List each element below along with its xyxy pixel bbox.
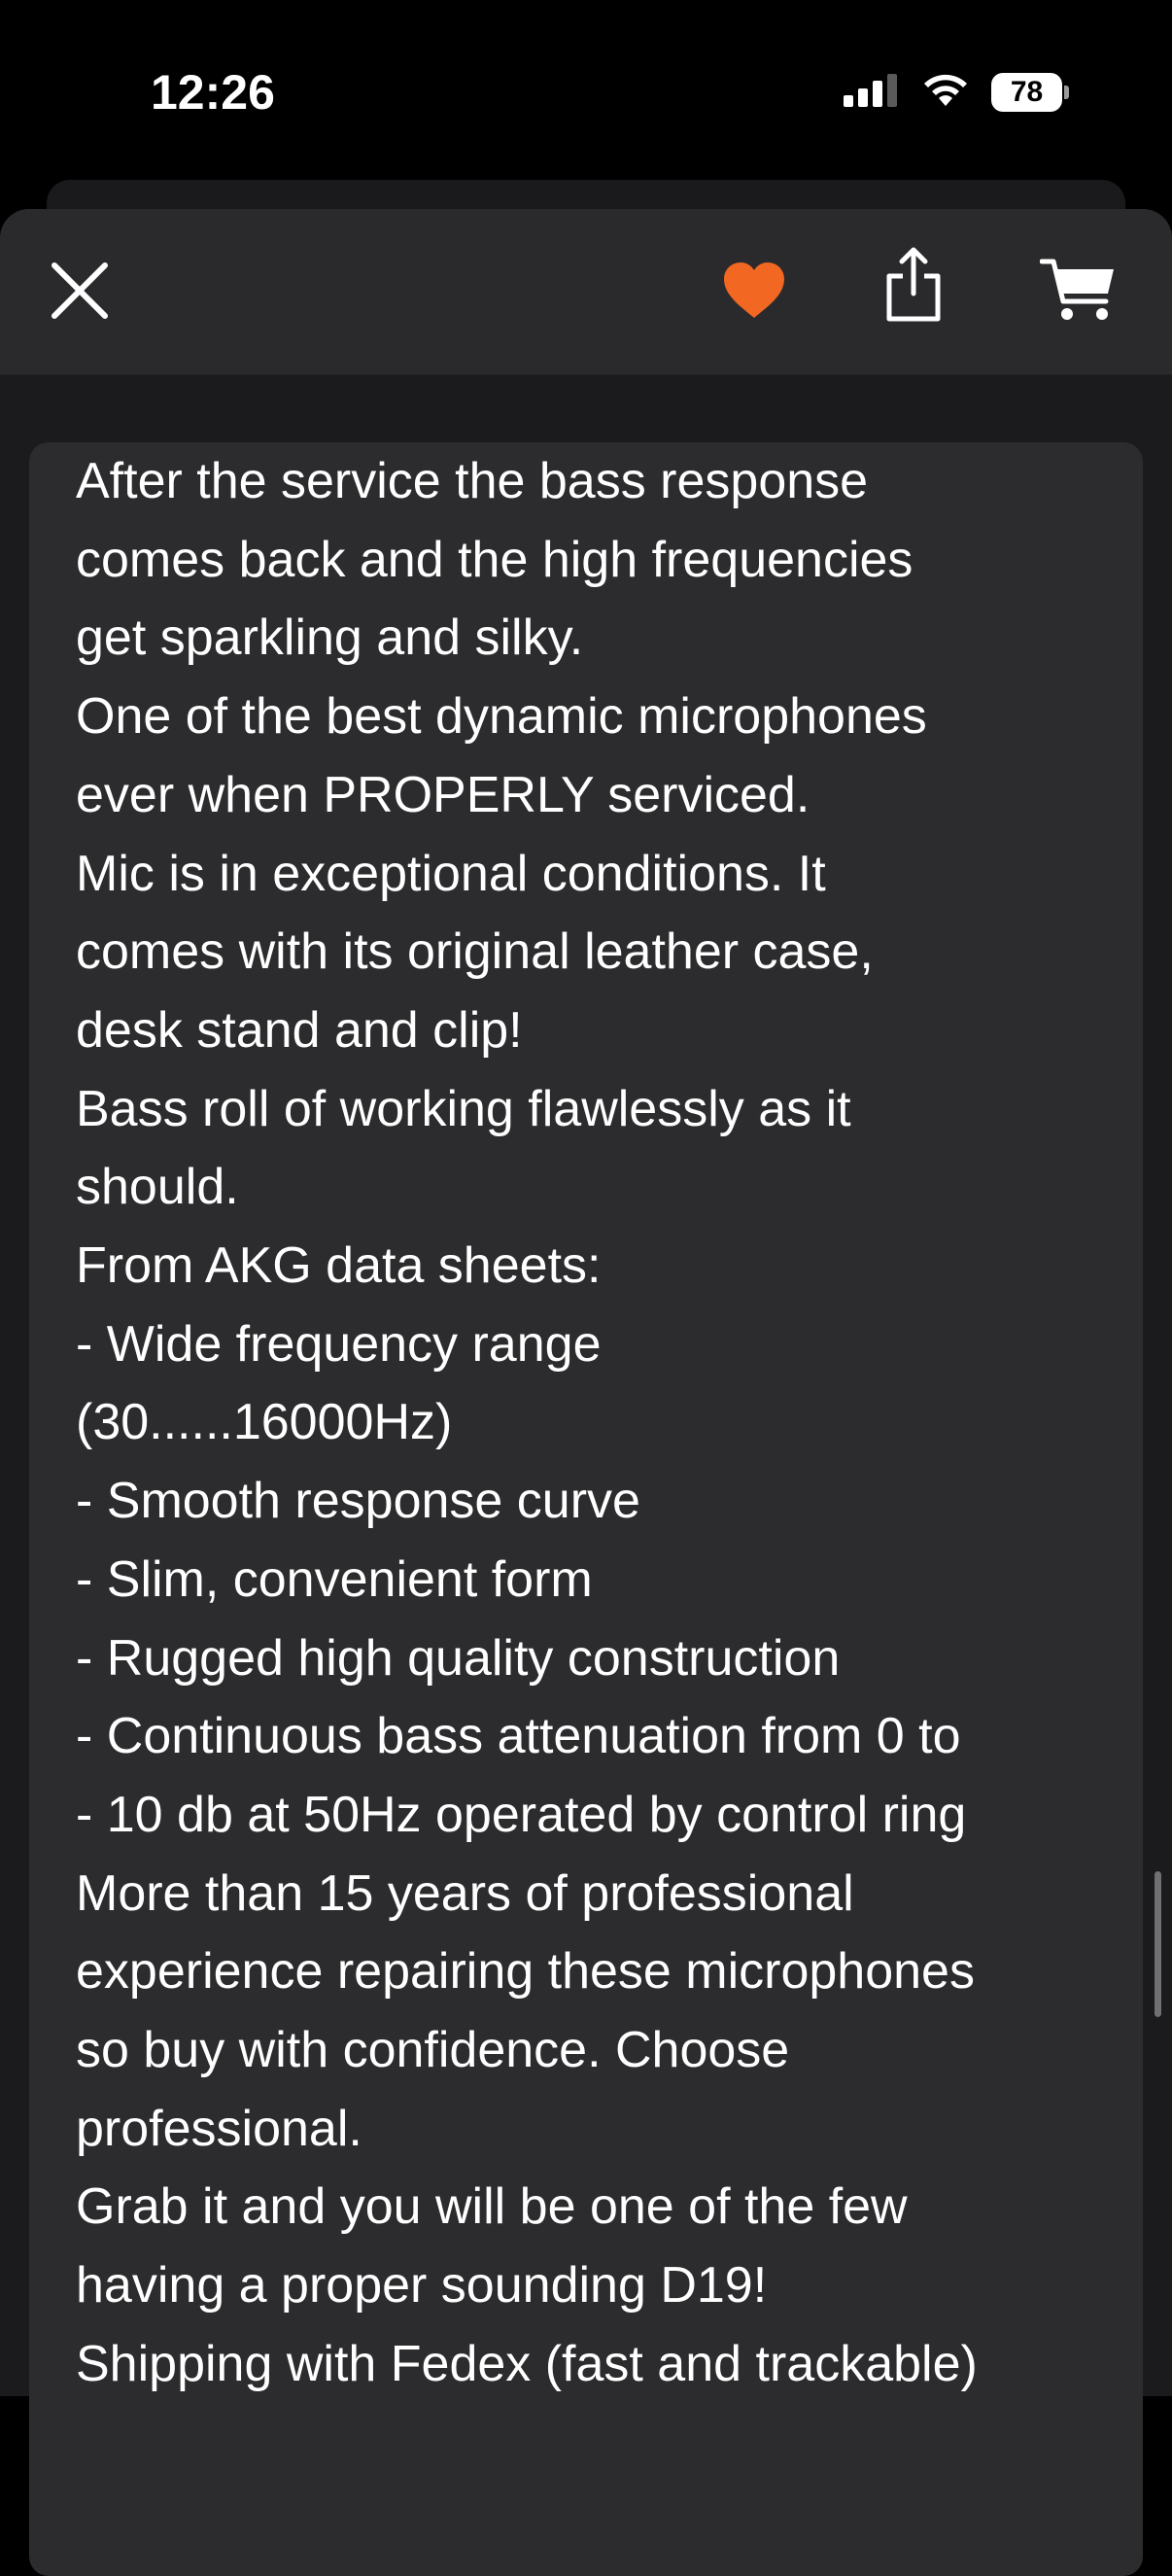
share-button[interactable] xyxy=(879,252,948,322)
sheet-toolbar xyxy=(0,209,1172,375)
description-line: ever when PROPERLY serviced. xyxy=(76,766,810,823)
scroll-indicator[interactable] xyxy=(1155,1871,1161,2017)
wifi-icon xyxy=(921,73,970,113)
description-line: Mic is in exceptional conditions. It xyxy=(76,845,826,902)
description-line: comes with its original leather case, xyxy=(76,923,874,981)
description-line: Bass roll of working flawlessly as it xyxy=(76,1080,851,1137)
description-card xyxy=(29,442,1143,2576)
close-icon xyxy=(51,261,109,325)
description-line: After the service the bass response xyxy=(76,453,869,509)
description-line: - Wide frequency range xyxy=(76,1315,602,1373)
description-line: - Rugged high quality construction xyxy=(76,1629,841,1687)
heart-icon xyxy=(722,261,786,325)
status-icons xyxy=(844,72,1069,113)
description-line: should. xyxy=(76,1159,239,1216)
description-line: Shipping with Fedex (fast and trackable) xyxy=(76,2335,978,2392)
description-line: - Continuous bass attenuation from 0 to xyxy=(76,1708,961,1765)
cellular-signal-icon xyxy=(844,74,900,112)
watchlist-button[interactable] xyxy=(719,258,789,328)
description-line: - Slim, convenient form xyxy=(76,1550,593,1608)
description-line: so buy with confidence. Choose xyxy=(76,2022,790,2079)
description-line: experience repairing these microphones xyxy=(76,1943,975,2001)
cart-icon xyxy=(1040,257,1118,330)
description-line: (30......16000Hz) xyxy=(76,1394,453,1451)
cart-button[interactable] xyxy=(1044,258,1114,328)
battery-icon xyxy=(991,72,1069,113)
description-line: More than 15 years of professional xyxy=(76,1864,854,1922)
description-line: comes back and the high frequencies xyxy=(76,531,913,588)
description-line: Grab it and you will be one of the few xyxy=(76,2178,908,2236)
status-time: 12:26 xyxy=(151,65,275,120)
item-description xyxy=(76,442,1125,2404)
description-line: professional. xyxy=(76,2100,362,2157)
status-bar xyxy=(0,0,1172,185)
description-line: desk stand and clip! xyxy=(76,1001,523,1059)
description-line: having a proper sounding D19! xyxy=(76,2257,768,2315)
item-description-sheet xyxy=(0,209,1172,2396)
description-line: get sparkling and silky. xyxy=(76,609,584,667)
battery-level: 78 xyxy=(991,73,1062,112)
share-icon xyxy=(883,247,944,328)
description-line: One of the best dynamic microphones xyxy=(76,688,927,746)
close-button[interactable] xyxy=(45,258,115,328)
description-line: - Smooth response curve xyxy=(76,1473,640,1530)
description-line: - 10 db at 50Hz operated by control ring xyxy=(76,1786,967,1843)
description-line: From AKG data sheets: xyxy=(76,1237,602,1295)
